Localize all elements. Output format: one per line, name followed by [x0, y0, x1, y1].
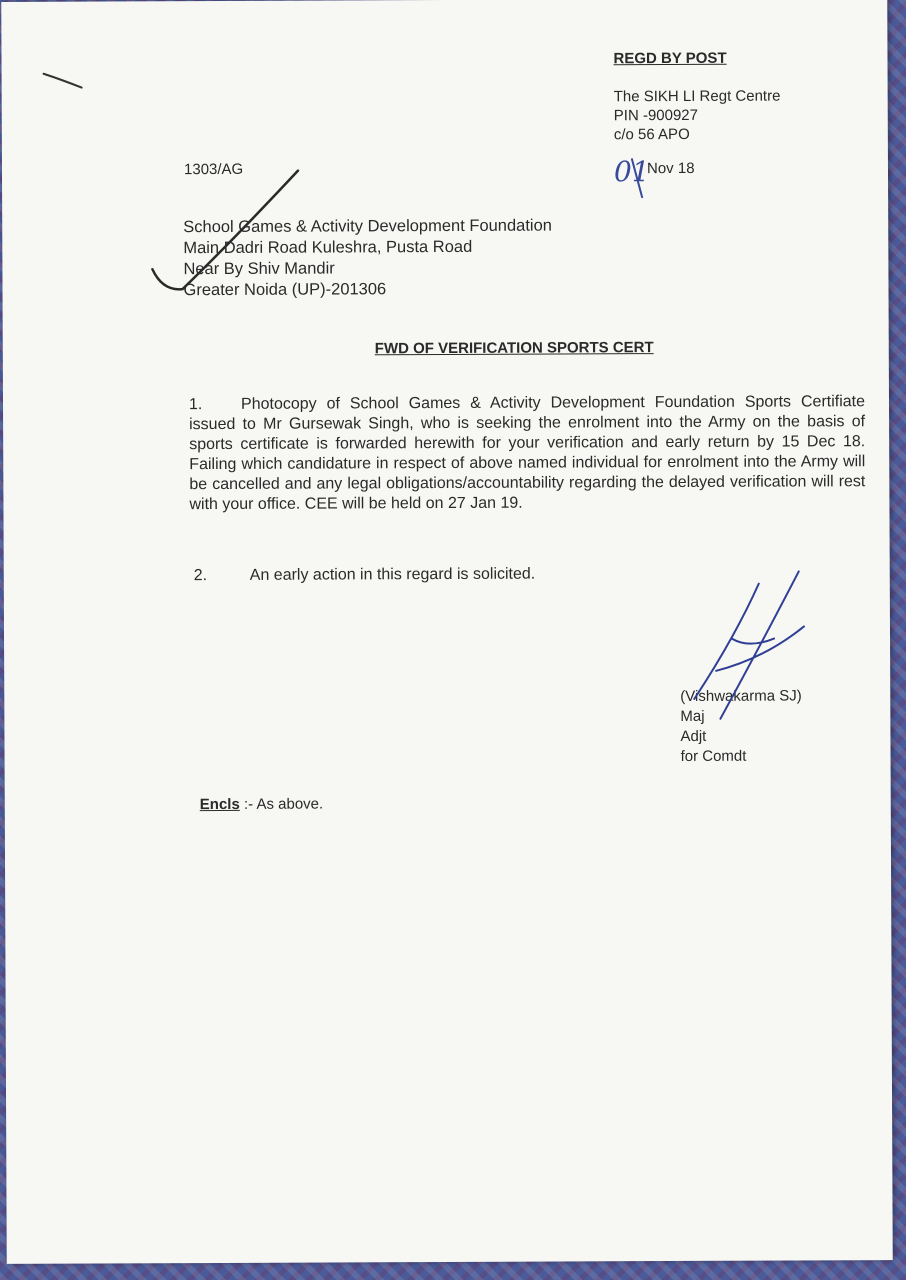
enclosure-text: :- As above. — [243, 795, 324, 813]
enclosure-label: Encls — [199, 795, 240, 814]
addressee-line: Main Dadri Road Kuleshra, Pusta Road — [183, 237, 473, 258]
sender-line: c/o 56 APO — [613, 125, 690, 144]
addressee-line: School Games & Activity Development Foundation — [183, 216, 552, 237]
letter-page — [1, 0, 892, 1264]
handwritten-date-day: 01 — [613, 155, 650, 189]
reference-number: 1303/AG — [183, 160, 244, 179]
paragraph-number: 1. — [188, 396, 203, 414]
paragraph-2 — [194, 565, 536, 586]
handwritten-ink-marks — [1, 0, 892, 1264]
signatory-appointment: Adjt — [680, 727, 707, 745]
signatory-rank: Maj — [680, 707, 705, 725]
sender-address — [614, 87, 781, 145]
pen-stroke-mark — [44, 74, 82, 88]
subject-line: FWD OF VERIFICATION SPORTS CERT — [374, 339, 654, 358]
sender-line: The SIKH LI Regt Centre — [613, 87, 781, 106]
sender-line: PIN -900927 — [613, 106, 699, 125]
signatory-name: (Vishwakarma SJ) — [680, 687, 802, 705]
paragraph-1 — [189, 392, 866, 515]
paragraph-text: An early action in this regard is solicited. — [249, 565, 536, 584]
addressee-line: Near By Shiv Mandir — [183, 259, 335, 279]
signature-block — [680, 686, 802, 767]
regd-by-post-label: REGD BY POST — [613, 49, 727, 68]
enclosure-line — [200, 795, 324, 816]
signatory-for-line: for Comdt — [680, 747, 747, 765]
paragraph-number: 2. — [193, 567, 208, 585]
addressee-block — [183, 216, 552, 302]
date-month-year: Nov 18 — [646, 159, 695, 178]
addressee-line: Greater Noida (UP)-201306 — [183, 280, 387, 300]
paragraph-text: Photocopy of School Games & Activity Development Foundation Sports Certifiate issued to Mr Gursewak Singh, who is seeking the enrolment into the Army on the basis of sports certificate is forwarded herewith for your verification and early return by 15 Dec 18. Failing which candidature in respect of above named individual for enrolment into the Army will be cancelled and any legal obligations/accountability regarding the delayed verification will rest with your office. CEE will be held on 27 Jan 19. — [189, 393, 866, 514]
